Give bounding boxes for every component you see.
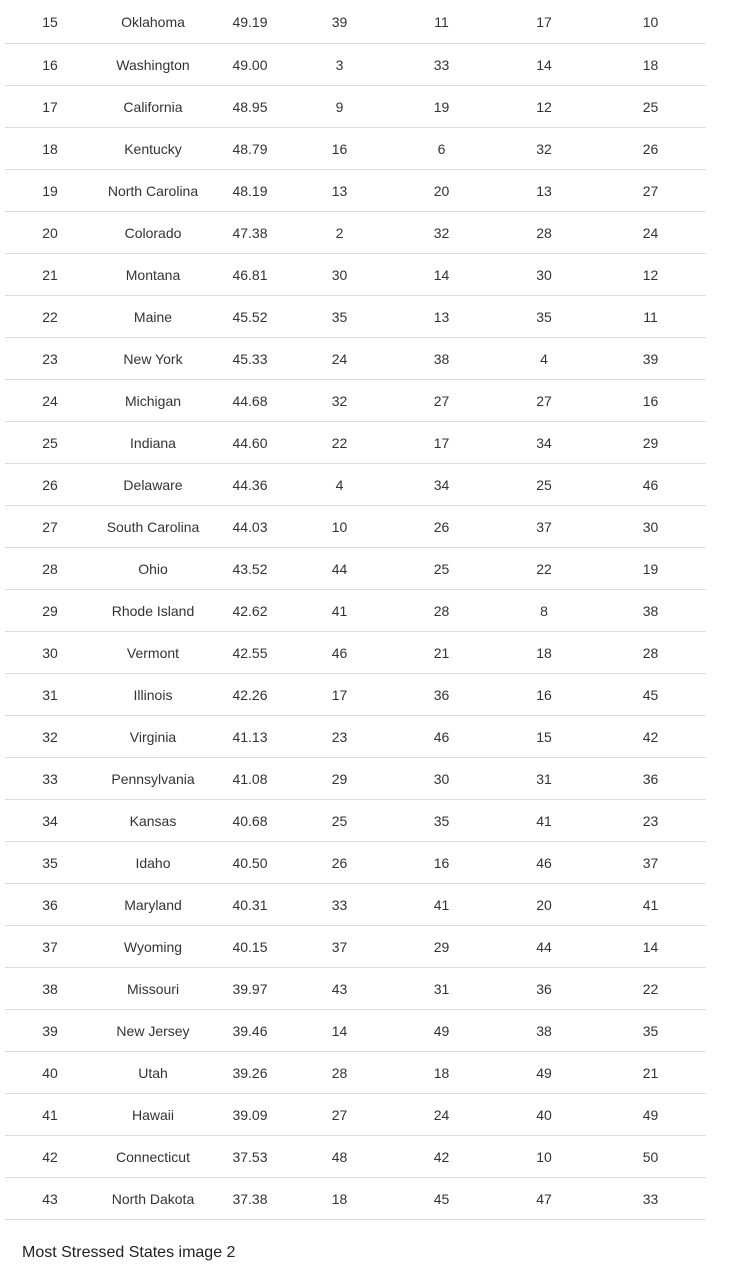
score-cell: 37.53 — [211, 1136, 289, 1178]
rank-cell: 25 — [5, 422, 95, 464]
rank-col-5-cell: 26 — [390, 506, 493, 548]
score-cell: 40.50 — [211, 842, 289, 884]
rank-col-4-cell: 4 — [289, 464, 390, 506]
rank-col-7-cell: 18 — [595, 44, 706, 86]
rank-col-6-cell: 41 — [493, 800, 595, 842]
rank-col-7-cell: 42 — [595, 716, 706, 758]
rank-col-5-cell: 32 — [390, 212, 493, 254]
state-cell: Indiana — [95, 422, 211, 464]
score-cell: 49.19 — [211, 0, 289, 44]
rank-col-4-cell: 28 — [289, 1052, 390, 1094]
rank-col-6-cell: 32 — [493, 128, 595, 170]
table-row — [5, 674, 706, 716]
score-cell: 41.13 — [211, 716, 289, 758]
rank-col-4-cell: 23 — [289, 716, 390, 758]
state-cell: Utah — [95, 1052, 211, 1094]
rank-col-5-cell: 25 — [390, 548, 493, 590]
score-cell: 47.38 — [211, 212, 289, 254]
table-row — [5, 926, 706, 968]
rank-col-7-cell: 21 — [595, 1052, 706, 1094]
state-cell: North Dakota — [95, 1178, 211, 1220]
table-row — [5, 170, 706, 212]
rank-col-5-cell: 38 — [390, 338, 493, 380]
rank-col-7-cell: 36 — [595, 758, 706, 800]
score-cell: 48.95 — [211, 86, 289, 128]
rank-col-7-cell: 12 — [595, 254, 706, 296]
score-cell: 48.79 — [211, 128, 289, 170]
rank-col-4-cell: 33 — [289, 884, 390, 926]
state-cell: Rhode Island — [95, 590, 211, 632]
score-cell: 44.36 — [211, 464, 289, 506]
rank-col-5-cell: 31 — [390, 968, 493, 1010]
rank-cell: 35 — [5, 842, 95, 884]
score-cell: 45.33 — [211, 338, 289, 380]
rank-cell: 42 — [5, 1136, 95, 1178]
score-cell: 44.68 — [211, 380, 289, 422]
rank-col-7-cell: 24 — [595, 212, 706, 254]
rank-col-7-cell: 50 — [595, 1136, 706, 1178]
rank-col-4-cell: 14 — [289, 1010, 390, 1052]
state-cell: Kentucky — [95, 128, 211, 170]
rank-col-4-cell: 10 — [289, 506, 390, 548]
rank-cell: 34 — [5, 800, 95, 842]
state-cell: Oklahoma — [95, 0, 211, 44]
rank-cell: 26 — [5, 464, 95, 506]
rank-cell: 41 — [5, 1094, 95, 1136]
score-cell: 40.68 — [211, 800, 289, 842]
rank-col-4-cell: 26 — [289, 842, 390, 884]
state-cell: Maine — [95, 296, 211, 338]
state-cell: Pennsylvania — [95, 758, 211, 800]
rank-col-6-cell: 22 — [493, 548, 595, 590]
rank-col-5-cell: 19 — [390, 86, 493, 128]
table-row — [5, 968, 706, 1010]
rank-cell: 31 — [5, 674, 95, 716]
rank-cell: 21 — [5, 254, 95, 296]
rank-col-6-cell: 15 — [493, 716, 595, 758]
rank-col-6-cell: 17 — [493, 0, 595, 44]
rank-col-5-cell: 34 — [390, 464, 493, 506]
rank-col-5-cell: 6 — [390, 128, 493, 170]
rank-col-5-cell: 49 — [390, 1010, 493, 1052]
rank-col-6-cell: 20 — [493, 884, 595, 926]
rank-cell: 20 — [5, 212, 95, 254]
rank-col-7-cell: 41 — [595, 884, 706, 926]
rank-col-4-cell: 22 — [289, 422, 390, 464]
rank-col-5-cell: 13 — [390, 296, 493, 338]
rank-col-6-cell: 44 — [493, 926, 595, 968]
table-row — [5, 464, 706, 506]
rank-col-5-cell: 18 — [390, 1052, 493, 1094]
rank-col-7-cell: 26 — [595, 128, 706, 170]
rank-col-6-cell: 4 — [493, 338, 595, 380]
table-row — [5, 506, 706, 548]
score-cell: 39.97 — [211, 968, 289, 1010]
score-cell: 42.55 — [211, 632, 289, 674]
rank-col-7-cell: 23 — [595, 800, 706, 842]
rank-cell: 36 — [5, 884, 95, 926]
table-row — [5, 86, 706, 128]
rank-col-4-cell: 18 — [289, 1178, 390, 1220]
rank-col-4-cell: 24 — [289, 338, 390, 380]
rankings-table-container — [5, 0, 706, 1220]
rank-col-4-cell: 13 — [289, 170, 390, 212]
rank-cell: 33 — [5, 758, 95, 800]
score-cell: 46.81 — [211, 254, 289, 296]
rank-col-7-cell: 38 — [595, 590, 706, 632]
rankings-table — [5, 0, 706, 1220]
state-cell: Maryland — [95, 884, 211, 926]
rank-col-6-cell: 49 — [493, 1052, 595, 1094]
rank-cell: 28 — [5, 548, 95, 590]
state-cell: Michigan — [95, 380, 211, 422]
rank-cell: 39 — [5, 1010, 95, 1052]
rank-col-6-cell: 37 — [493, 506, 595, 548]
rank-col-4-cell: 2 — [289, 212, 390, 254]
state-cell: New Jersey — [95, 1010, 211, 1052]
score-cell: 41.08 — [211, 758, 289, 800]
rank-col-5-cell: 11 — [390, 0, 493, 44]
rank-col-5-cell: 45 — [390, 1178, 493, 1220]
rank-col-4-cell: 25 — [289, 800, 390, 842]
rank-col-6-cell: 18 — [493, 632, 595, 674]
table-row — [5, 44, 706, 86]
rank-col-7-cell: 10 — [595, 0, 706, 44]
table-row — [5, 422, 706, 464]
rank-col-6-cell: 30 — [493, 254, 595, 296]
rank-cell: 27 — [5, 506, 95, 548]
state-cell: Idaho — [95, 842, 211, 884]
rank-col-7-cell: 33 — [595, 1178, 706, 1220]
rank-col-5-cell: 27 — [390, 380, 493, 422]
score-cell: 44.03 — [211, 506, 289, 548]
state-cell: Virginia — [95, 716, 211, 758]
score-cell: 40.15 — [211, 926, 289, 968]
score-cell: 42.26 — [211, 674, 289, 716]
state-cell: New York — [95, 338, 211, 380]
rank-col-5-cell: 33 — [390, 44, 493, 86]
rank-cell: 30 — [5, 632, 95, 674]
score-cell: 42.62 — [211, 590, 289, 632]
state-cell: Missouri — [95, 968, 211, 1010]
score-cell: 37.38 — [211, 1178, 289, 1220]
rank-col-7-cell: 29 — [595, 422, 706, 464]
state-cell: Ohio — [95, 548, 211, 590]
rank-col-4-cell: 37 — [289, 926, 390, 968]
state-cell: California — [95, 86, 211, 128]
rank-col-6-cell: 27 — [493, 380, 595, 422]
rank-col-6-cell: 10 — [493, 1136, 595, 1178]
rank-cell: 24 — [5, 380, 95, 422]
state-cell: Illinois — [95, 674, 211, 716]
rank-col-7-cell: 27 — [595, 170, 706, 212]
rank-col-7-cell: 22 — [595, 968, 706, 1010]
rank-cell: 23 — [5, 338, 95, 380]
rank-col-7-cell: 37 — [595, 842, 706, 884]
rank-col-5-cell: 36 — [390, 674, 493, 716]
rank-col-4-cell: 41 — [289, 590, 390, 632]
rank-col-4-cell: 44 — [289, 548, 390, 590]
rank-cell: 17 — [5, 86, 95, 128]
rank-col-6-cell: 25 — [493, 464, 595, 506]
state-cell: Kansas — [95, 800, 211, 842]
state-cell: North Carolina — [95, 170, 211, 212]
rank-col-4-cell: 16 — [289, 128, 390, 170]
rank-col-7-cell: 49 — [595, 1094, 706, 1136]
rank-col-4-cell: 43 — [289, 968, 390, 1010]
rank-col-4-cell: 46 — [289, 632, 390, 674]
state-cell: South Carolina — [95, 506, 211, 548]
rank-cell: 37 — [5, 926, 95, 968]
rank-cell: 40 — [5, 1052, 95, 1094]
rank-col-4-cell: 17 — [289, 674, 390, 716]
table-row — [5, 800, 706, 842]
state-cell: Hawaii — [95, 1094, 211, 1136]
rank-col-5-cell: 21 — [390, 632, 493, 674]
rank-col-5-cell: 41 — [390, 884, 493, 926]
state-cell: Vermont — [95, 632, 211, 674]
table-row — [5, 842, 706, 884]
rank-col-6-cell: 38 — [493, 1010, 595, 1052]
rank-col-4-cell: 35 — [289, 296, 390, 338]
rank-col-7-cell: 16 — [595, 380, 706, 422]
score-cell: 39.26 — [211, 1052, 289, 1094]
score-cell: 40.31 — [211, 884, 289, 926]
rank-col-4-cell: 39 — [289, 0, 390, 44]
rank-col-7-cell: 45 — [595, 674, 706, 716]
rank-col-7-cell: 14 — [595, 926, 706, 968]
rank-col-5-cell: 16 — [390, 842, 493, 884]
rank-col-6-cell: 28 — [493, 212, 595, 254]
table-row — [5, 1094, 706, 1136]
score-cell: 49.00 — [211, 44, 289, 86]
rank-col-6-cell: 36 — [493, 968, 595, 1010]
table-row — [5, 380, 706, 422]
table-row — [5, 1010, 706, 1052]
rank-col-7-cell: 30 — [595, 506, 706, 548]
state-cell: Connecticut — [95, 1136, 211, 1178]
rank-col-5-cell: 46 — [390, 716, 493, 758]
state-cell: Wyoming — [95, 926, 211, 968]
rank-cell: 38 — [5, 968, 95, 1010]
rank-col-4-cell: 48 — [289, 1136, 390, 1178]
rank-col-5-cell: 17 — [390, 422, 493, 464]
table-row — [5, 0, 706, 44]
rank-col-5-cell: 29 — [390, 926, 493, 968]
rank-col-5-cell: 42 — [390, 1136, 493, 1178]
rank-col-6-cell: 12 — [493, 86, 595, 128]
table-row — [5, 758, 706, 800]
rank-col-6-cell: 34 — [493, 422, 595, 464]
rank-col-6-cell: 46 — [493, 842, 595, 884]
state-cell: Colorado — [95, 212, 211, 254]
rank-col-4-cell: 27 — [289, 1094, 390, 1136]
rank-col-5-cell: 35 — [390, 800, 493, 842]
table-row — [5, 590, 706, 632]
rank-col-6-cell: 40 — [493, 1094, 595, 1136]
score-cell: 48.19 — [211, 170, 289, 212]
rank-col-5-cell: 20 — [390, 170, 493, 212]
rank-cell: 19 — [5, 170, 95, 212]
table-row — [5, 632, 706, 674]
rank-col-6-cell: 16 — [493, 674, 595, 716]
rank-col-7-cell: 25 — [595, 86, 706, 128]
table-row — [5, 296, 706, 338]
rank-cell: 29 — [5, 590, 95, 632]
table-row — [5, 884, 706, 926]
table-row — [5, 212, 706, 254]
table-row — [5, 254, 706, 296]
table-row — [5, 338, 706, 380]
rank-col-6-cell: 31 — [493, 758, 595, 800]
rank-col-7-cell: 19 — [595, 548, 706, 590]
rank-cell: 32 — [5, 716, 95, 758]
rank-cell: 18 — [5, 128, 95, 170]
image-caption: Most Stressed States image 2 — [22, 1244, 236, 1261]
score-cell: 44.60 — [211, 422, 289, 464]
rankings-table-body — [5, 0, 706, 1220]
rank-col-7-cell: 46 — [595, 464, 706, 506]
rank-col-6-cell: 8 — [493, 590, 595, 632]
rank-col-5-cell: 30 — [390, 758, 493, 800]
rank-col-7-cell: 11 — [595, 296, 706, 338]
rank-col-4-cell: 29 — [289, 758, 390, 800]
score-cell: 43.52 — [211, 548, 289, 590]
rank-col-4-cell: 9 — [289, 86, 390, 128]
rank-col-5-cell: 14 — [390, 254, 493, 296]
rank-col-7-cell: 35 — [595, 1010, 706, 1052]
state-cell: Montana — [95, 254, 211, 296]
rank-col-7-cell: 28 — [595, 632, 706, 674]
rank-col-7-cell: 39 — [595, 338, 706, 380]
rank-col-6-cell: 47 — [493, 1178, 595, 1220]
rank-cell: 22 — [5, 296, 95, 338]
rank-col-6-cell: 35 — [493, 296, 595, 338]
rank-col-4-cell: 32 — [289, 380, 390, 422]
rank-col-5-cell: 24 — [390, 1094, 493, 1136]
rank-col-6-cell: 14 — [493, 44, 595, 86]
rank-col-6-cell: 13 — [493, 170, 595, 212]
score-cell: 39.46 — [211, 1010, 289, 1052]
state-cell: Washington — [95, 44, 211, 86]
score-cell: 39.09 — [211, 1094, 289, 1136]
table-row — [5, 1136, 706, 1178]
table-row — [5, 1178, 706, 1220]
rank-cell: 43 — [5, 1178, 95, 1220]
state-cell: Delaware — [95, 464, 211, 506]
rank-col-4-cell: 30 — [289, 254, 390, 296]
table-row — [5, 1052, 706, 1094]
rank-col-5-cell: 28 — [390, 590, 493, 632]
rank-cell: 16 — [5, 44, 95, 86]
rank-col-4-cell: 3 — [289, 44, 390, 86]
table-row — [5, 716, 706, 758]
table-row — [5, 128, 706, 170]
rank-cell: 15 — [5, 0, 95, 44]
table-row — [5, 548, 706, 590]
score-cell: 45.52 — [211, 296, 289, 338]
